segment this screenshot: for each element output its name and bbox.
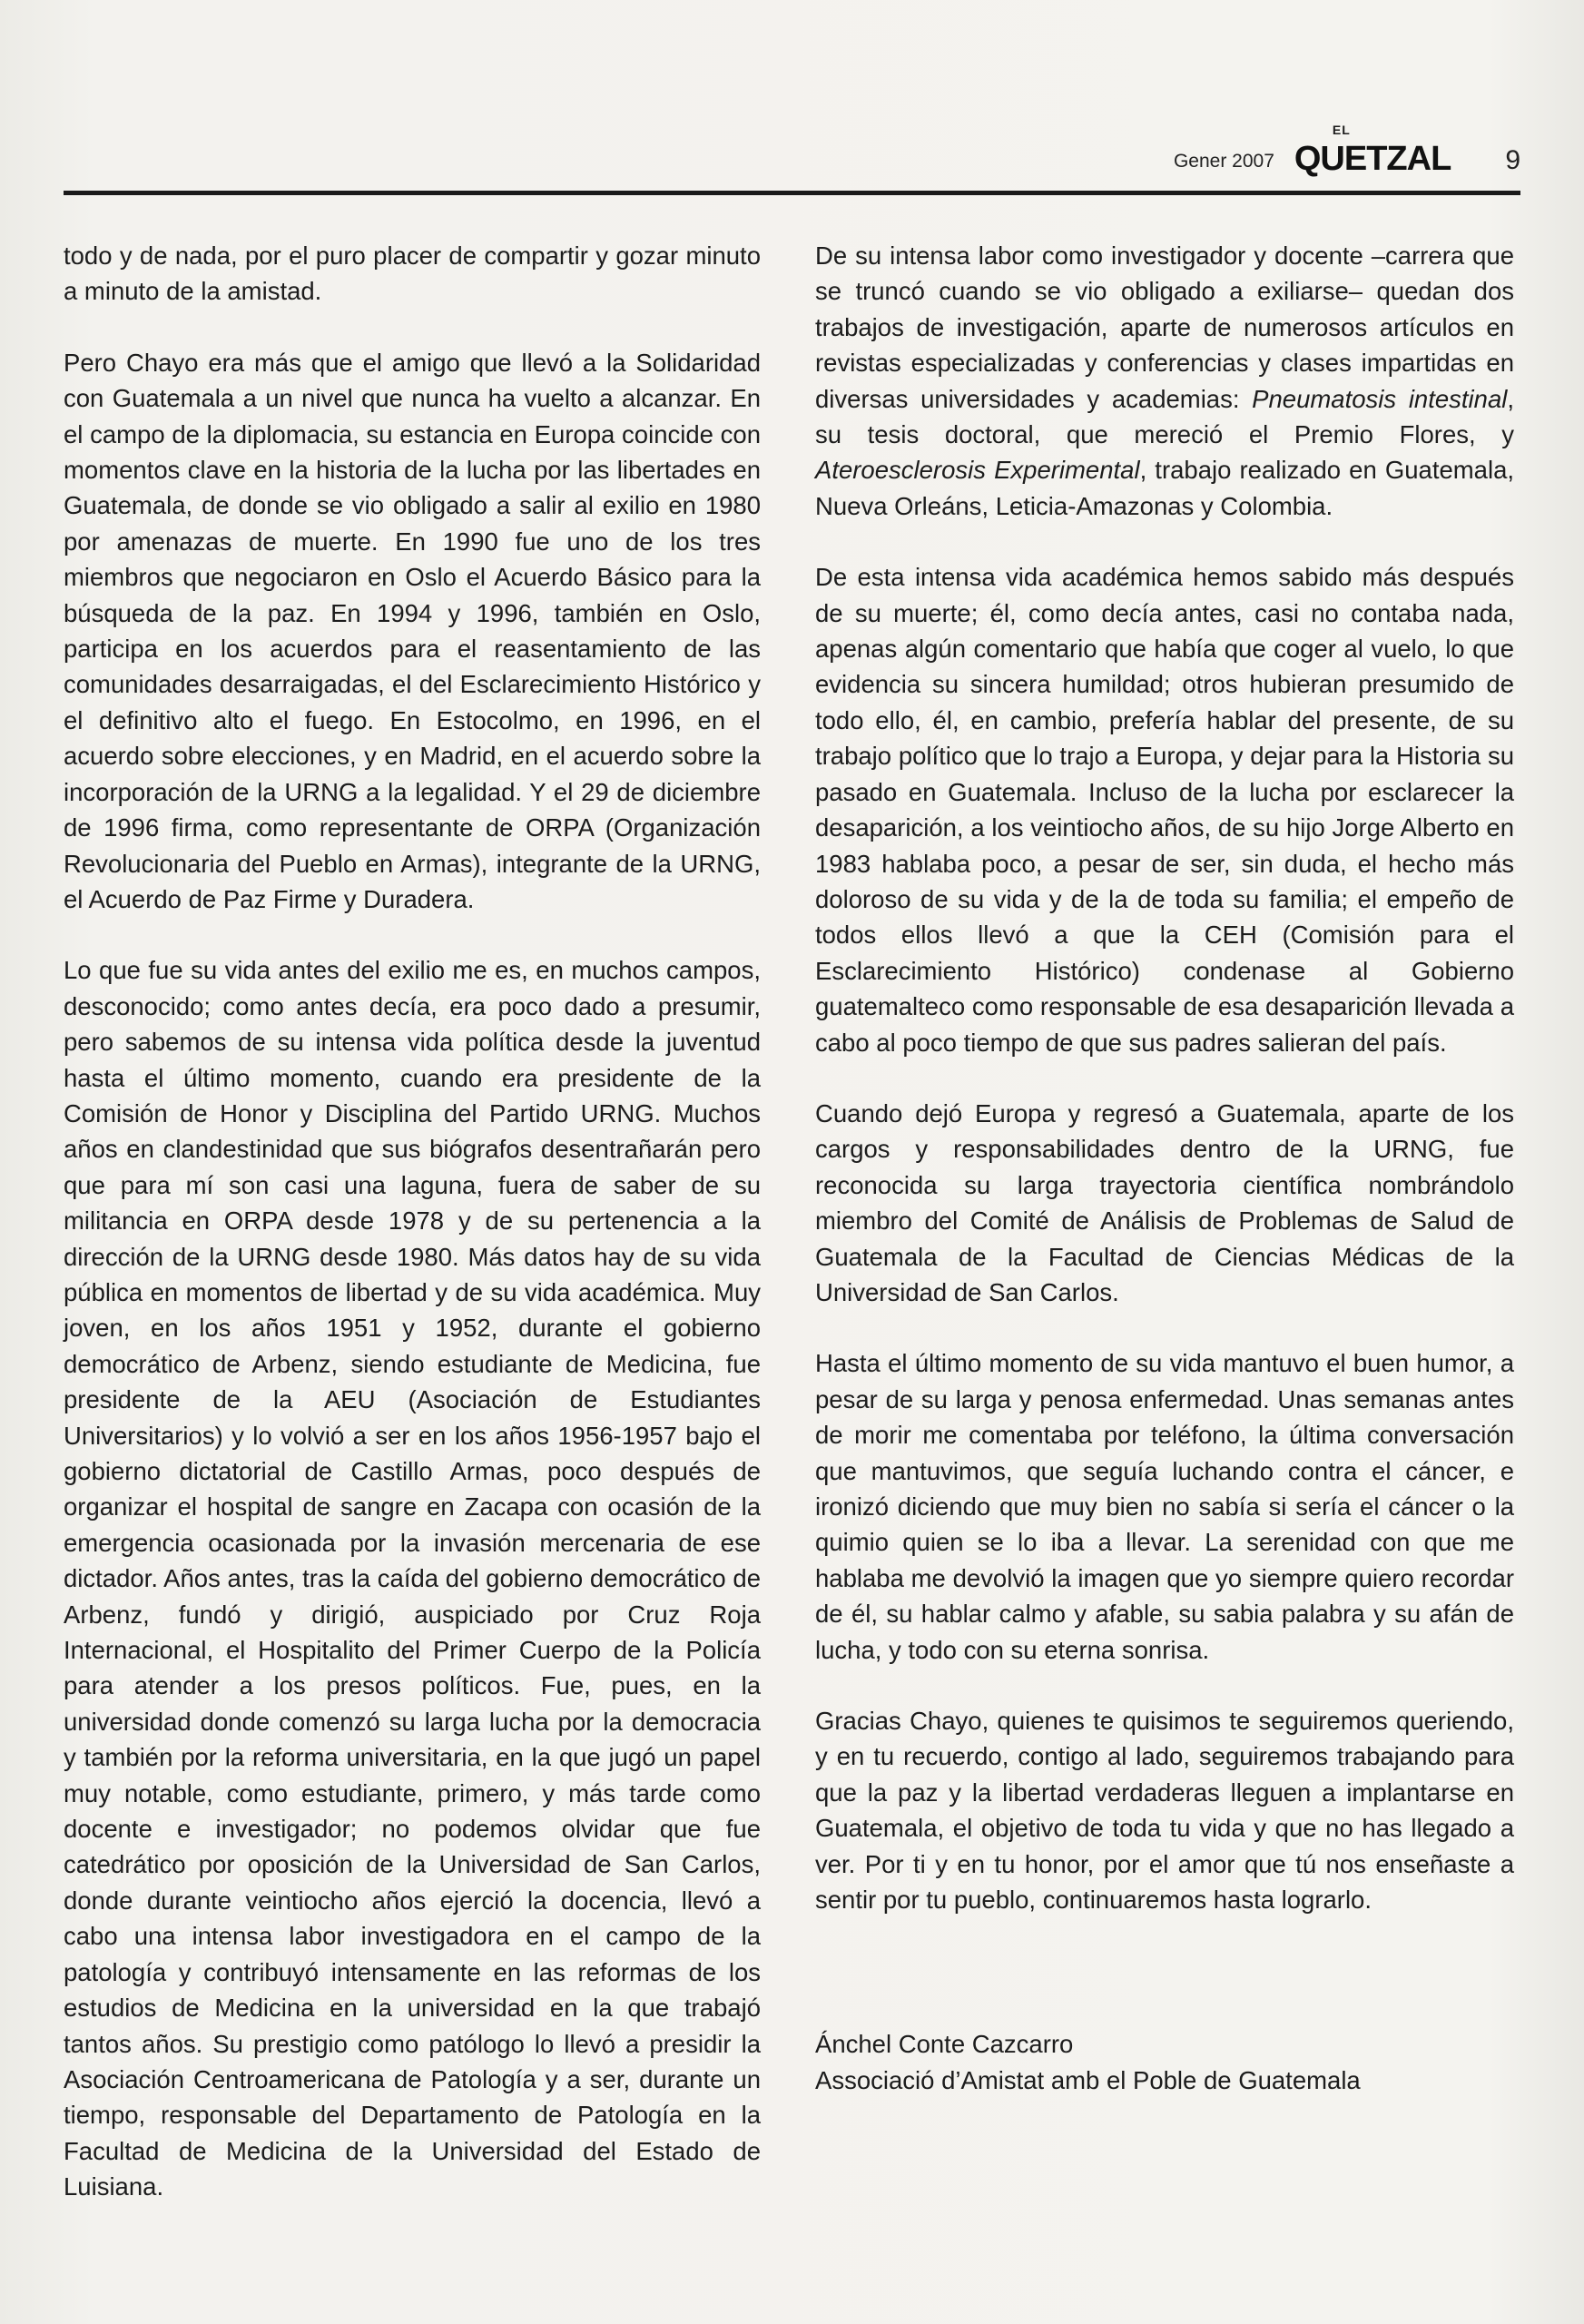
right-p1-text-b: , su tesis doctoral, que mereció el Premio Flores, y [815,384,1514,449]
logo-name: QUETZAL [1294,140,1451,178]
logo-article: EL [1332,123,1351,137]
left-paragraph-3: Lo que fue su vida antes del exilio me es, en muchos campos, desconocido; como antes decía, era poco dado a presumir, pero sabemos de su intensa vida política desde la juventud hasta el último momento, cuando era presidente de la Comisión de Honor y Disciplina del Partido URNG. Muchos años en clandestinidad que sus biógrafos desentrañarán pero que para mí son casi una laguna, fuera de saber de su militancia en ORPA desde 1978 y de su pertenencia a la dirección de la URNG desde 1980. Más datos hay de su vida pública en momentos de libertad y de su vida académica. Muy joven, en los años 1951 y 1952, durante el gobierno democrático de Arbenz, siendo estudiante de Medicina, fue presidente de la AEU (Asociación de Estudiantes Universitarios) y lo volvió a ser en los años 1956-1957 bajo el gobierno dictatorial de Castillo Armas, poco después de organizar el hospital de sangre en Zacapa con ocasión de la emergencia ocasionada por la invasión mercenaria de ese dictador. Años antes, tras la caída del gobierno democrático de Arbenz, fundó y dirigió, auspiciado por Cruz Roja Internacional, el Hospitalito del Primer Cuerpo de la Policía para atender a los presos políticos. Fue, pues, en la universidad donde comenzó su larga lucha por la democracia y también por la reforma universitaria, en la que jugó un papel muy notable, como estudiante, primero, y más tarde como docente e investigador; no podemos olvidar que fue catedrático por oposición de la Universidad de San Carlos, donde durante veintiocho años ejerció la docencia, llevó a cabo una intensa labor investigadora en el campo de la patología y contribuyó intensamente en las reformas de los estudios de Medicina en la universidad en la que trabajó tantos años. Su prestigio como patólogo lo llevó a presidir la Asociación Centroamericana de Patología y a ser, durante un tiempo, responsable del Departamento de Patología en la Facultad de Medicina de la Universidad del Estado de Luisiana. [64,956,761,2201]
signature-organization: Associació d’Amistat amb el Poble de Guatemala [815,2065,1361,2094]
left-paragraph-2: Pero Chayo era más que el amigo que llevó a la Solidaridad con Guatemala a un nivel que nunca ha vuelto a alcanzar. En el campo de la diplomacia, su estancia en Europa coincide con momentos clave en la historia de la lucha por las libertades en Guatemala, de donde se vio obligado a salir al exilio en 1980 por amenazas de muerte. En 1990 fue uno de los tres miembros que negociaron en Oslo el Acuerdo Básico para la búsqueda de la paz. En 1994 y 1996, también en Oslo, participa en los acuerdos para el reasentamiento de las comunidades desarraigadas, el del Esclarecimiento Histórico y el definitivo alto el fuego. En Estocolmo, en 1996, en el acuerdo sobre elecciones, y en Madrid, en el acuerdo sobre la incorporación de la URNG a la legalidad. Y el 29 de diciembre de 1996 firma, como representante de ORPA (Organización Revolucionaria del Pueblo en Armas), integrante de la URNG, el Acuerdo de Paz Firme y Duradera. [64,348,761,913]
right-paragraph-5: Gracias Chayo, quienes te quisimos te seguiremos queriendo, y en tu recuerdo, contigo al lado, seguiremos trabajando para que la paz y la libertad verdaderas lleguen a implantarse en Guatemala, el objetivo de toda tu vida y que no has llegado a ver. Por ti y en tu honor, por el amor que tú nos enseñaste a sentir por tu pueblo, continuaremos hasta lograrlo. [815,1707,1514,1915]
header-meta [1173,123,1520,178]
right-paragraph-4: Hasta el último momento de su vida mantuvo el buen humor, a pesar de su larga y penosa enfermedad. Unas semanas antes de morir me comentaba por teléfono, la última conversación que mantuvimos, que seguía luchando contra el cáncer, e ironizó diciendo que muy bien no sabía si sería el cáncer o la quimio quien se lo iba a llevar. La serenidad con que me hablaba me devolvió la imagen que yo siempre quiero recordar de él, su hablar calmo y afable, su sabia palabra y su afán de lucha, y todo con su eterna sonrisa. [815,1349,1514,1664]
right-paragraph-2: De esta intensa vida académica hemos sabido más después de su muerte; él, como decía antes, casi no contaba nada, apenas algún comentario que había que coger al vuelo, lo que evidencia su sincera humildad; otros hubieran presumido de todo ello, él, en cambio, prefería hablar del presente, de su trabajo político que lo trajo a Europa, y dejar para la Historia su pasado en Guatemala. Incluso de la lucha por esclarecer la desaparición, a los veintiocho años, de su hijo Jorge Alberto en 1983 hablaba poco, a pesar de ser, sin duda, el hecho más doloroso de su vida y de la de toda su familia; el empeño de todos ellos llevó a que la CEH (Comisión para el Esclarecimiento Histórico) condenase al Gobierno guatemalteco como responsable de esa desaparición llevada a cabo al poco tiempo de que sus padres salieran del país. [815,563,1514,1057]
right-paragraph-1 [815,238,1514,524]
right-p1-text-a: De su intensa labor como investigador y docente –carrera que se truncó cuando se vio obligado a exiliarse– quedan dos trabajos de investigación, aparte de numerosos artículos en revistas especializadas y conferencias y clases impartidas en diversas universidades y academias: [815,241,1514,413]
left-column [64,238,761,2240]
research-title: Ateroesclerosis Experimental [815,456,1140,485]
thesis-title: Pneumatosis intestinal [1252,384,1508,413]
left-paragraph-1: todo y de nada, por el puro placer de compartir y gozar minuto a minuto de la amistad. [64,241,761,306]
issue-date: Gener 2007 [1173,151,1274,172]
publication-logo [1294,123,1451,178]
signature [815,2026,1514,2098]
right-p1-text-c: , trabajo realizado en Guatemala, Nueva Orleáns, Leticia-Amazonas y Colombia. [815,456,1514,520]
header-rule [64,191,1520,195]
page-number: 9 [1505,145,1520,175]
signature-name: Ánchel Conte Cazcarro [815,2030,1074,2059]
right-column [815,238,1514,2133]
page-header [64,109,1520,191]
right-paragraph-3: Cuando dejó Europa y regresó a Guatemala, aparte de los cargos y responsabilidades dentro de la URNG, fue reconocida su larga trayectoria científica nombrándolo miembro del Comité de Análisis de Problemas de Salud de Guatemala de la Facultad de Ciencias Médicas de la Universidad de San Carlos. [815,1098,1514,1306]
